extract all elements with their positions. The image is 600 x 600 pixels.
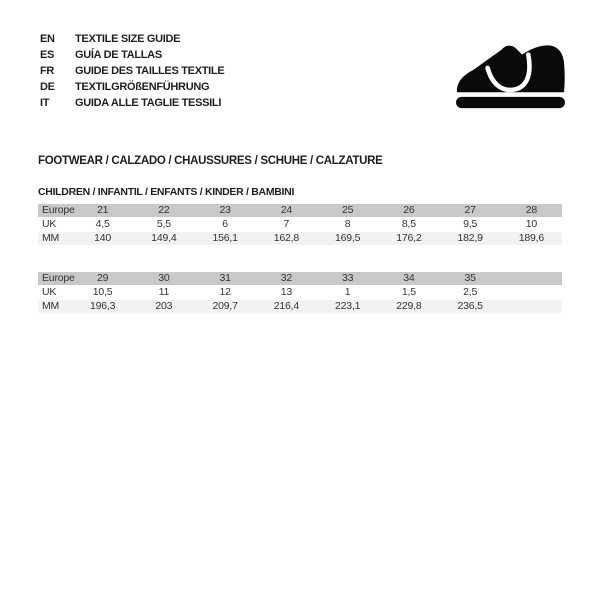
language-code: FR bbox=[40, 65, 55, 77]
size-cell: 10 bbox=[525, 218, 538, 230]
size-cell: 30 bbox=[158, 272, 170, 284]
size-cell: 23 bbox=[219, 204, 231, 216]
size-cell: 11 bbox=[158, 286, 170, 298]
language-row bbox=[40, 79, 224, 95]
size-cell: 26 bbox=[403, 204, 415, 216]
size-table-children-2 bbox=[38, 272, 562, 314]
language-label: TEXTILE SIZE GUIDE bbox=[75, 33, 181, 45]
row-label: MM bbox=[42, 300, 60, 312]
table-row bbox=[38, 300, 562, 313]
size-cell: 223,1 bbox=[334, 300, 361, 312]
section-title: FOOTWEAR / CALZADO / CHAUSSURES / SCHUHE / CALZATURE bbox=[38, 155, 383, 167]
size-cell: 209,7 bbox=[212, 300, 238, 312]
language-row bbox=[40, 31, 224, 47]
size-cell: 1,5 bbox=[401, 286, 416, 298]
size-cell: 182,9 bbox=[457, 232, 483, 244]
size-cell: 7 bbox=[283, 218, 290, 230]
size-cell: 229,8 bbox=[396, 300, 422, 312]
size-cell: 149,4 bbox=[151, 232, 177, 244]
language-code: IT bbox=[40, 97, 50, 109]
size-cell: 156,1 bbox=[212, 232, 238, 244]
children-shoe-icon bbox=[454, 41, 568, 109]
language-code: EN bbox=[40, 33, 55, 45]
language-label: GUÍA DE TALLAS bbox=[75, 49, 162, 61]
size-cell: 12 bbox=[219, 286, 231, 298]
size-cell: 4,5 bbox=[95, 218, 110, 230]
size-cell: 196,3 bbox=[89, 300, 116, 312]
table-row bbox=[38, 204, 562, 217]
table-row bbox=[38, 218, 562, 231]
size-cell: 27 bbox=[464, 204, 476, 216]
size-cell: 24 bbox=[280, 204, 293, 216]
language-row bbox=[40, 63, 224, 79]
language-label: GUIDE DES TAILLES TEXTILE bbox=[75, 65, 225, 77]
size-cell: 25 bbox=[341, 204, 354, 216]
size-cell: 33 bbox=[341, 272, 354, 284]
size-cell: 189,6 bbox=[518, 232, 545, 244]
size-cell: 35 bbox=[464, 272, 476, 284]
table-row bbox=[38, 286, 562, 299]
size-cell: 34 bbox=[403, 272, 415, 284]
size-cell: 8 bbox=[344, 218, 351, 230]
table-row bbox=[38, 232, 562, 245]
size-cell: 6 bbox=[222, 218, 228, 230]
size-cell: 21 bbox=[96, 204, 109, 216]
size-cell: 13 bbox=[280, 286, 293, 298]
size-cell: 203 bbox=[155, 300, 173, 312]
size-cell: 169,5 bbox=[334, 232, 361, 244]
language-row bbox=[40, 95, 224, 111]
row-label: UK bbox=[42, 286, 57, 298]
size-cell: 5,5 bbox=[156, 218, 171, 230]
size-table-children-1 bbox=[38, 204, 562, 246]
size-cell: 2,5 bbox=[463, 286, 478, 298]
table-row bbox=[38, 272, 562, 285]
size-cell: 176,2 bbox=[396, 232, 422, 244]
language-list bbox=[40, 31, 224, 111]
language-code: DE bbox=[40, 81, 55, 93]
language-row bbox=[40, 47, 224, 63]
size-cell: 236,5 bbox=[457, 300, 483, 312]
size-cell: 32 bbox=[280, 272, 293, 284]
size-cell: 9,5 bbox=[463, 218, 478, 230]
size-cell: 1 bbox=[344, 286, 351, 298]
row-label: UK bbox=[42, 218, 57, 230]
row-label: Europe bbox=[42, 272, 75, 284]
row-label: MM bbox=[42, 232, 60, 244]
size-cell: 29 bbox=[96, 272, 109, 284]
size-cell: 140 bbox=[94, 232, 112, 244]
size-cell: 10,5 bbox=[92, 286, 113, 298]
size-cell: 22 bbox=[158, 204, 170, 216]
size-cell bbox=[501, 286, 562, 299]
language-label: TEXTILGRÖßENFÜHRUNG bbox=[75, 81, 210, 93]
size-cell: 8,5 bbox=[401, 218, 416, 230]
row-label: Europe bbox=[42, 204, 75, 216]
size-cell: 31 bbox=[219, 272, 231, 284]
size-cell: 28 bbox=[525, 204, 538, 216]
size-cell bbox=[501, 300, 562, 313]
language-label: GUIDA ALLE TAGLIE TESSILI bbox=[75, 97, 222, 109]
language-code: ES bbox=[40, 49, 55, 61]
size-cell: 216,4 bbox=[273, 300, 300, 312]
size-cell bbox=[501, 272, 562, 285]
size-cell: 162,8 bbox=[273, 232, 300, 244]
section-subtitle: CHILDREN / INFANTIL / ENFANTS / KINDER / BAMBINI bbox=[38, 186, 295, 198]
